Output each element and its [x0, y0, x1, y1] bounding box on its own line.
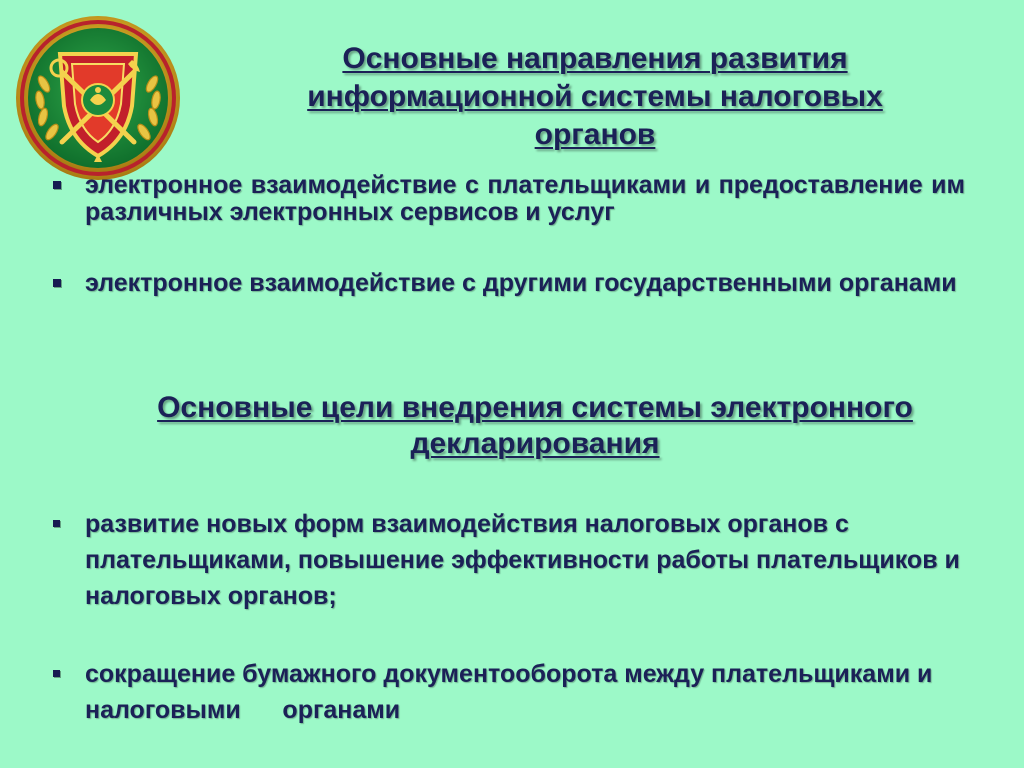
section-heading: Основные цели внедрения системы электронного декларирования	[157, 391, 913, 460]
ministry-emblem-icon	[14, 14, 182, 182]
bullet-icon	[53, 670, 60, 677]
slide-title: Основные направления развития информационной системы налоговых органов	[307, 42, 883, 151]
bullet-icon	[53, 520, 60, 527]
list-item	[45, 656, 975, 728]
bullet-icon	[53, 181, 61, 189]
directions-list	[45, 172, 965, 297]
list-item	[45, 506, 975, 614]
bullet-icon	[53, 279, 61, 287]
list-item	[45, 172, 965, 226]
goals-list	[45, 506, 975, 728]
list-item-text: электронное взаимодействие с плательщиками и предоставление им различных электронных сервисов и услуг	[85, 171, 965, 226]
list-item-text: электронное взаимодействие с другими государственными органами	[85, 269, 957, 297]
list-item	[45, 270, 965, 297]
list-item-text: развитие новых форм взаимодействия налоговых органов с плательщиками, повышение эффективности работы плательщиков и налоговых органов;	[85, 510, 960, 610]
list-item-text: сокращение бумажного документооборота между плательщиками и налоговыми органами	[85, 660, 940, 724]
